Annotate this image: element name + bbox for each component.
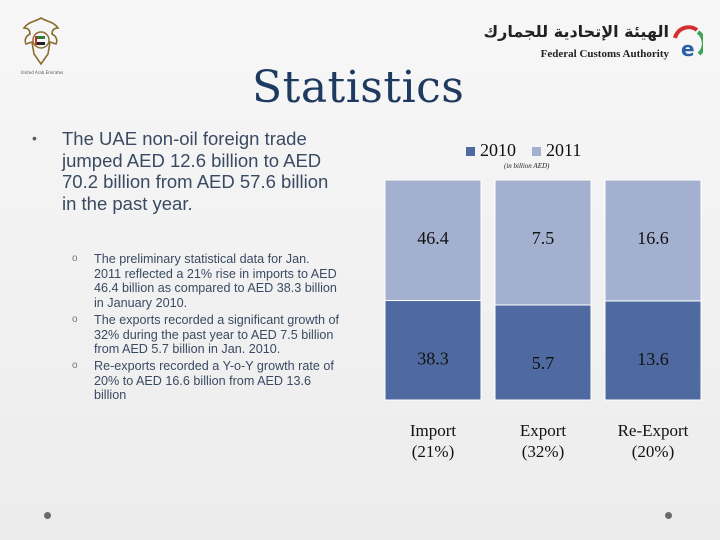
sub-bullet-text: Re-exports recorded a Y-o-Y growth rate of 20% to AED 16.6 billion from AED 13.6 billion — [94, 358, 334, 403]
category-label-2-1: (20%) — [631, 442, 675, 461]
sub-bullet-item — [72, 313, 340, 357]
uae-emblem-icon — [18, 14, 64, 70]
customs-logo-icon — [671, 24, 703, 64]
sub-bullet-marker: o — [72, 253, 78, 264]
trade-stacked-bar-chart — [378, 138, 708, 468]
data-label-2010-2: 13.6 — [637, 348, 669, 369]
sub-bullet-list — [72, 252, 340, 405]
page-title: Statistics — [252, 62, 465, 113]
data-label-2011-1: 7.5 — [531, 228, 555, 248]
svg-text:e: e — [681, 37, 695, 61]
logo-arabic-text: الهيئة الإتحادية للجمارك — [483, 22, 669, 41]
sub-bullet-marker: o — [72, 313, 78, 325]
corner-dot-right — [665, 512, 672, 519]
sub-bullet-marker: o — [72, 359, 78, 371]
category-label-1-1: (32%) — [521, 442, 565, 461]
category-label-2-0: Re-Export — [617, 421, 689, 440]
main-bullet — [32, 128, 332, 214]
data-label-2010-0: 38.3 — [417, 348, 449, 369]
chart-unit-note: (in billion AED) — [504, 162, 550, 170]
category-label-0-1: (21%) — [411, 442, 455, 461]
sub-bullet-text: The exports recorded a significant growth of 32% during the past year to AED 7.5 billion from AED 5.7 billion in Jan. 2010. — [94, 312, 340, 357]
data-label-2011-0: 46.4 — [417, 228, 449, 248]
main-bullet-text: The UAE non-oil foreign trade jumped AED 12.6 billion to AED 70.2 billion from AED 57.6 billion in the past year. — [62, 128, 329, 214]
sub-bullet-item — [72, 252, 340, 311]
bullet-marker: • — [32, 130, 37, 146]
category-label-0-0: Import — [409, 421, 457, 440]
customs-logo — [483, 22, 705, 66]
corner-dot-left — [44, 512, 51, 519]
sub-bullet-text: The preliminary statistical data for Jan. 2011 reflected a 21% rise in imports to AED 46.4 billion as compared to AED 38.3 billion in January 2010. — [94, 252, 337, 311]
legend-swatch-2011 — [532, 147, 541, 156]
legend-label-2010: 2010 — [480, 140, 516, 160]
legend-label-2011: 2011 — [546, 140, 582, 160]
category-label-1-0: Export — [519, 421, 567, 440]
emblem-caption: United Arab Emirates — [20, 70, 64, 75]
legend-swatch-2010 — [466, 147, 475, 156]
sub-bullet-item — [72, 359, 340, 403]
data-label-2011-2: 16.6 — [637, 228, 669, 248]
data-label-2010-1: 5.7 — [531, 353, 555, 373]
logo-english-text: Federal Customs Authority — [540, 48, 669, 60]
